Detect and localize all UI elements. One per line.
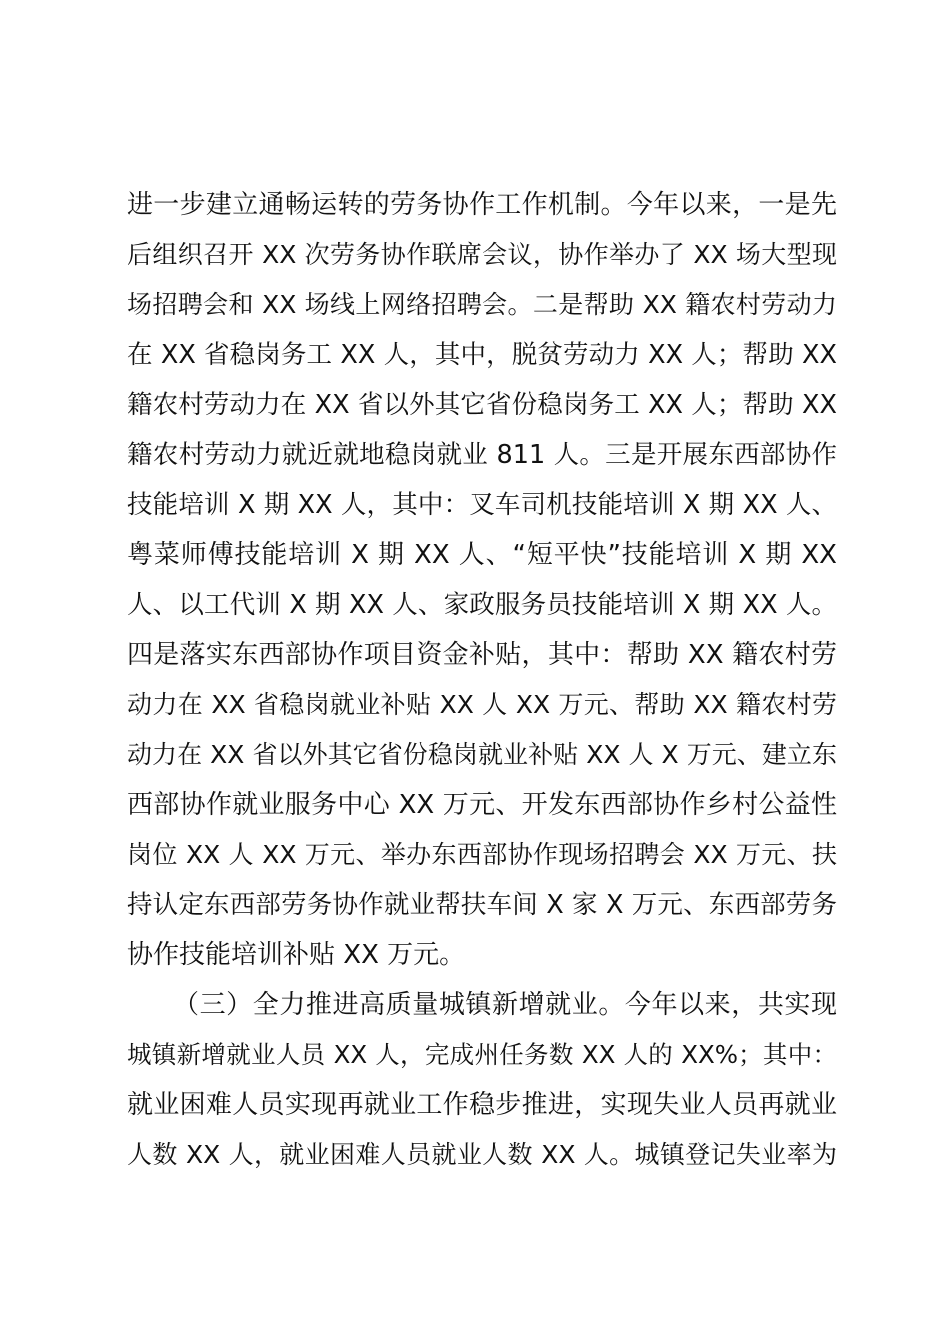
text-line: 持认定东西部劳务协作就业帮扶车间 X 家 X 万元、东西部劳务	[127, 890, 837, 920]
text-line: 协作技能培训补贴 XX 万元。	[127, 940, 466, 970]
text-line: 人数 XX 人，就业困难人员就业人数 XX 人。城镇登记失业率为	[127, 1140, 837, 1169]
text-line: 场招聘会和 XX 场线上网络招聘会。二是帮助 XX 籍农村劳动力	[127, 290, 837, 319]
paragraph-urban-employment	[127, 980, 837, 1180]
text-line: 动力在 XX 省以外其它省份稳岗就业补贴 XX 人 X 万元、建立东	[127, 740, 837, 769]
section-heading-line: （三）全力推进高质量城镇新增就业。今年以来，共实现	[173, 990, 837, 1020]
text-line: 四是落实东西部协作项目资金补贴，其中：帮助 XX 籍农村劳	[127, 640, 837, 670]
text-line: 人、以工代训 X 期 XX 人、家政服务员技能培训 X 期 XX 人。	[127, 590, 837, 620]
text-line: 西部协作就业服务中心 XX 万元、开发东西部协作乡村公益性	[127, 790, 837, 820]
text-line: 技能培训 X 期 XX 人，其中：叉车司机技能培训 X 期 XX 人、	[127, 490, 837, 520]
text-line: 城镇新增就业人员 XX 人，完成州任务数 XX 人的 XX%；其中：	[127, 1040, 837, 1069]
text-line: 后组织召开 XX 次劳务协作联席会议，协作举办了 XX 场大型现	[127, 240, 837, 269]
text-line: 岗位 XX 人 XX 万元、举办东西部协作现场招聘会 XX 万元、扶	[127, 840, 837, 869]
text-line: 就业困难人员实现再就业工作稳步推进，实现失业人员再就业	[127, 1090, 837, 1120]
text-line: 粤菜师傅技能培训 X 期 XX 人、“短平快”技能培训 X 期 XX	[127, 540, 837, 570]
text-line: 动力在 XX 省稳岗就业补贴 XX 人 XX 万元、帮助 XX 籍农村劳	[127, 690, 837, 719]
paragraph-labor-cooperation	[127, 180, 837, 980]
text-line: 籍农村劳动力在 XX 省以外其它省份稳岗务工 XX 人；帮助 XX	[127, 390, 837, 420]
text-line: 籍农村劳动力就近就地稳岗就业 811 人。三是开展东西部协作	[127, 440, 837, 470]
text-line: 在 XX 省稳岗务工 XX 人，其中，脱贫劳动力 XX 人；帮助 XX	[127, 340, 837, 370]
text-line: 进一步建立通畅运转的劳务协作工作机制。今年以来，一是先	[127, 190, 837, 220]
